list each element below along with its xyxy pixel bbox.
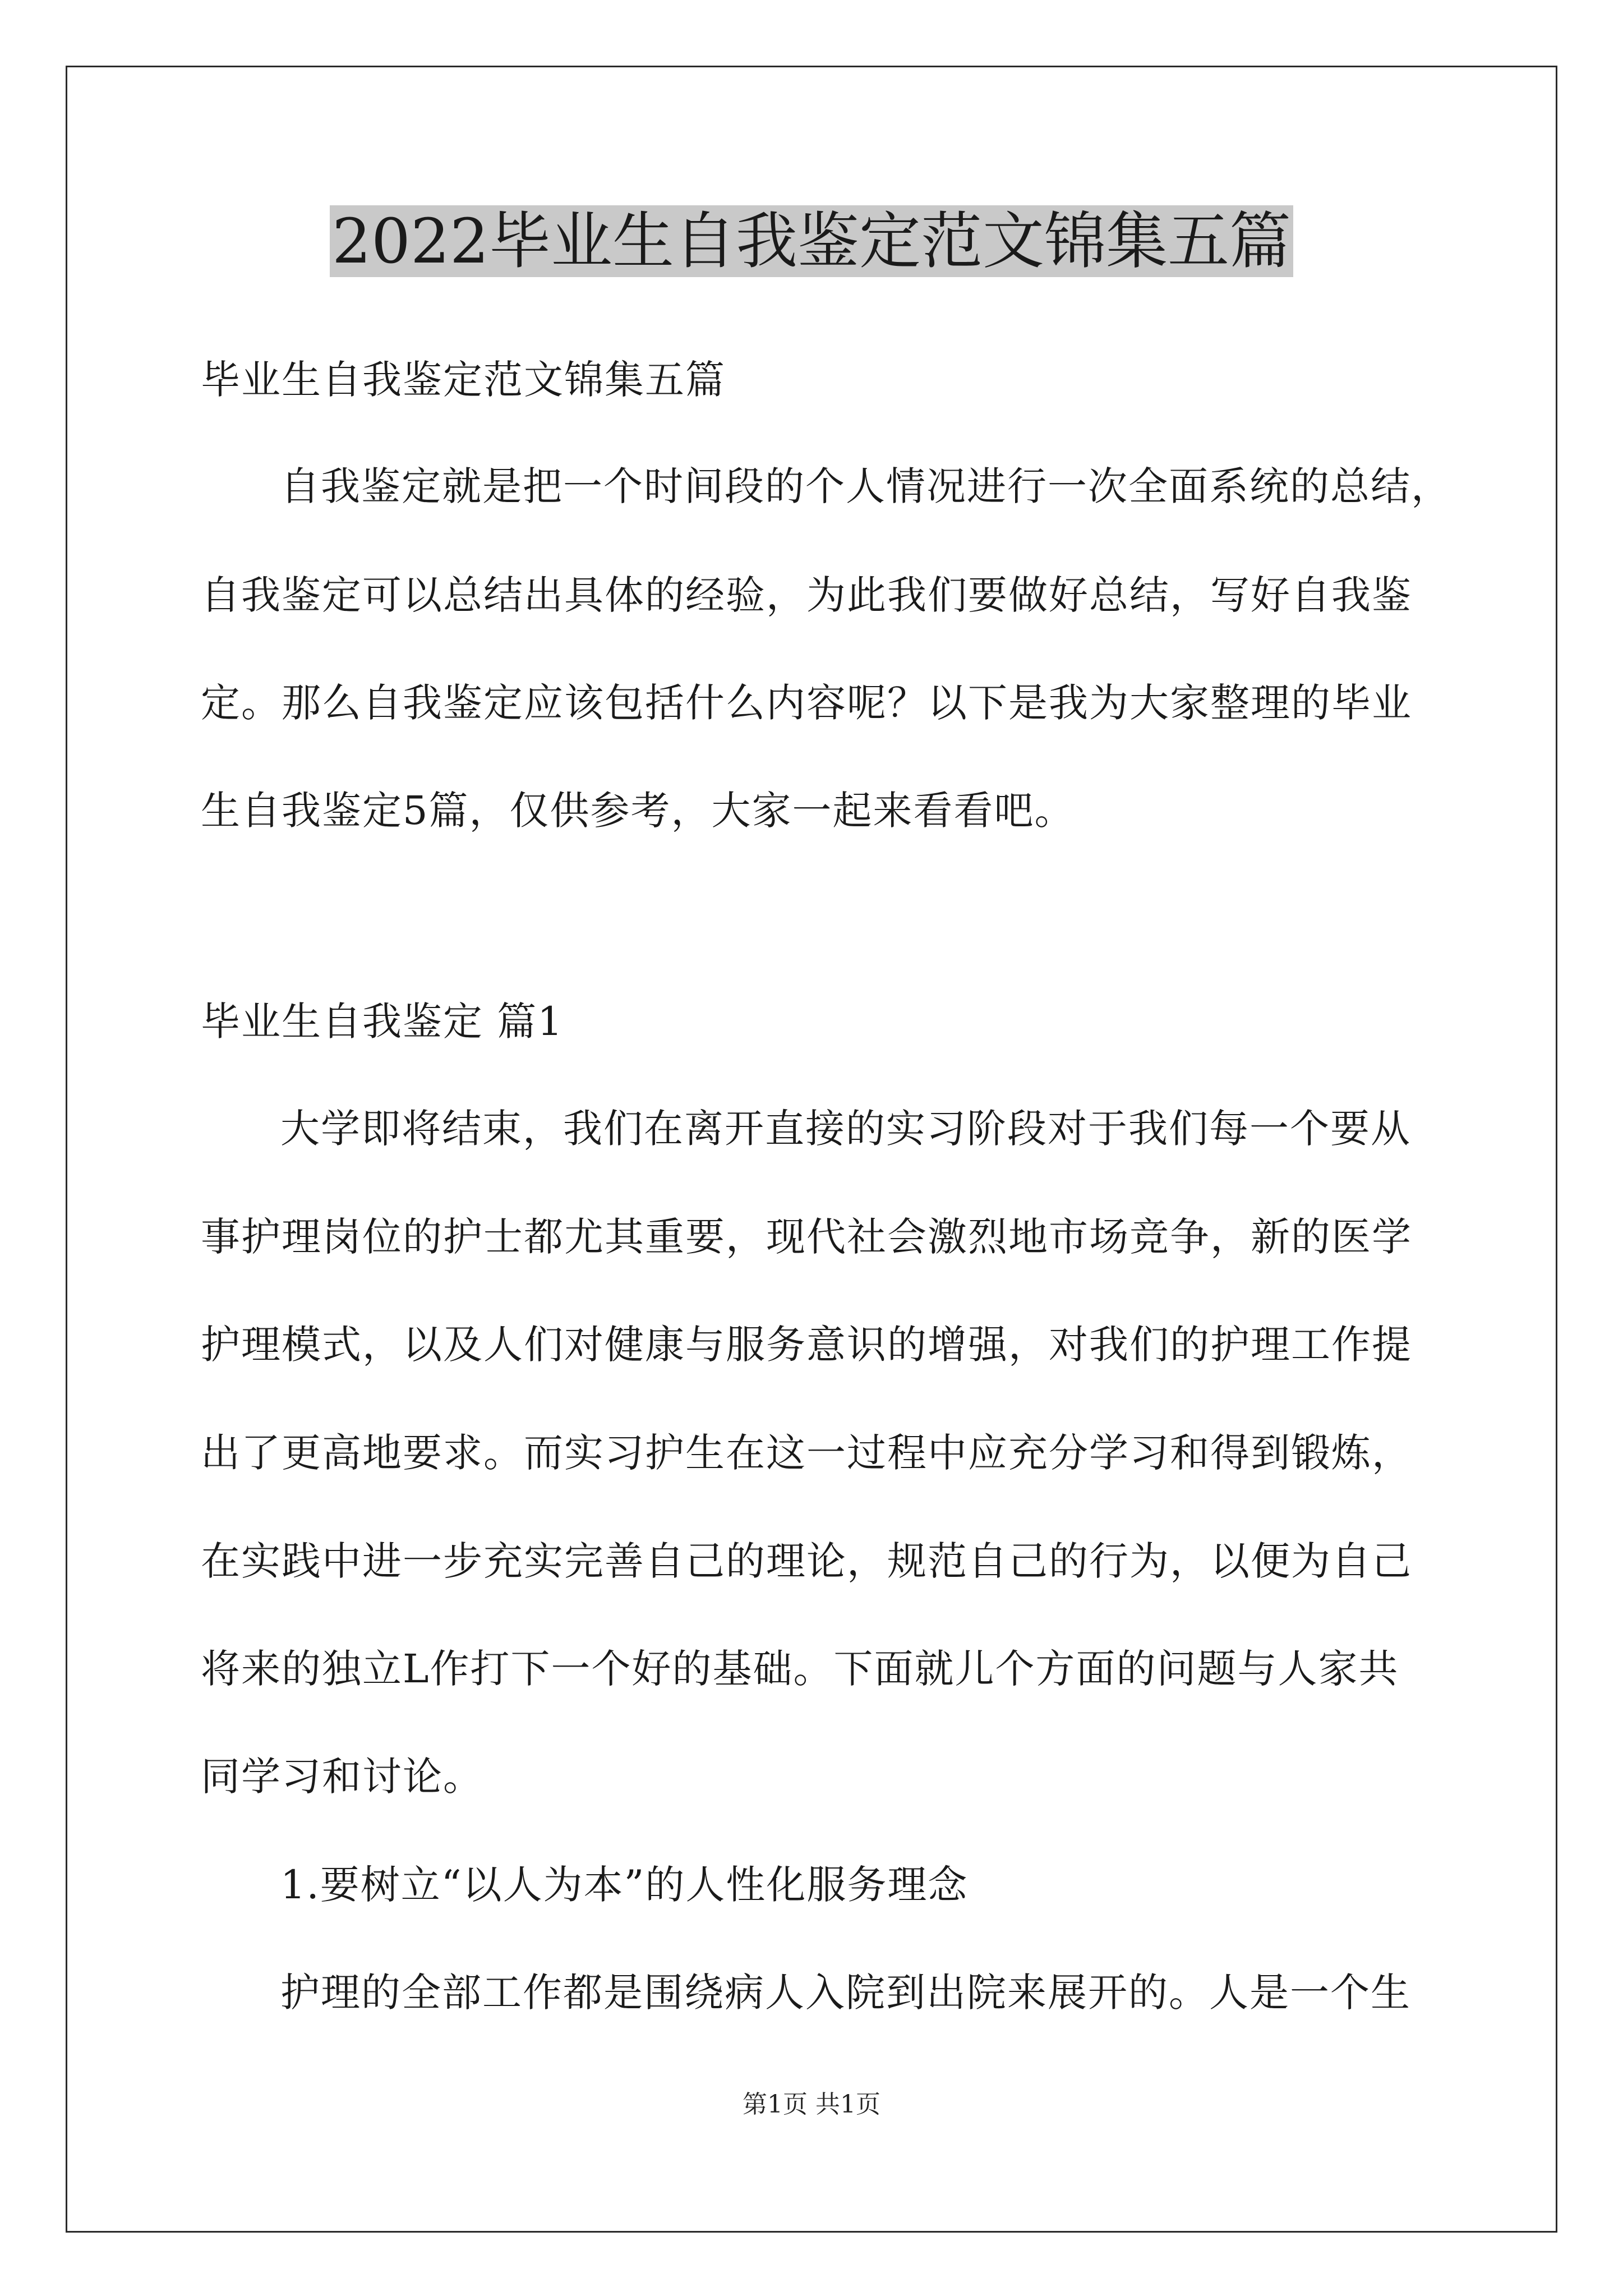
document-title <box>0 202 1623 280</box>
page-footer: 第1页 共1页 <box>743 2090 880 2119</box>
section1-line-1: 大学即将结束，我们在离开直接的实习阶段对于我们每一个要从 <box>280 1106 1411 1152</box>
intro-line-3: 定。那么自我鉴定应该包括什么内容呢？以下是我为大家整理的毕业 <box>201 680 1412 726</box>
subtitle: 毕业生自我鉴定范文锦集五篇 <box>201 357 726 403</box>
section1-line-7: 同学习和讨论。 <box>201 1754 483 1800</box>
section1-line-4: 出了更高地要求。而实习护生在这一过程中应充分学习和得到锻炼， <box>201 1430 1412 1476</box>
section1-line-5: 在实践中进一步充实完善自己的理论，规范自己的行为，以便为自己 <box>201 1538 1412 1584</box>
intro-line-4: 生自我鉴定5篇，仅供参考，大家一起来看看吧。 <box>201 788 1075 834</box>
intro-line-2: 自我鉴定可以总结出具体的经验，为此我们要做好总结，写好自我鉴 <box>201 572 1412 618</box>
section1-line-2: 事护理岗位的护士都尤其重要，现代社会激烈地市场竞争，新的医学 <box>201 1214 1412 1260</box>
section1-line-6: 将来的独立L作打下一个好的基础。下面就儿个方面的问题与人家共 <box>201 1646 1399 1692</box>
intro-line-1: 自我鉴定就是把一个时间段的个人情况进行一次全面系统的总结， <box>280 463 1451 509</box>
point-1-heading: 1.要树立“以人为本”的人性化服务理念 <box>280 1862 969 1908</box>
title-text: 2022毕业生自我鉴定范文锦集五篇 <box>330 205 1293 277</box>
section-heading-1: 毕业生自我鉴定 篇1 <box>201 999 564 1045</box>
point-1-line-1: 护理的全部工作都是围绕病人入院到出院来展开的。人是一个生 <box>280 1970 1411 2016</box>
section1-line-3: 护理模式，以及人们对健康与服务意识的增强，对我们的护理工作提 <box>201 1322 1412 1368</box>
